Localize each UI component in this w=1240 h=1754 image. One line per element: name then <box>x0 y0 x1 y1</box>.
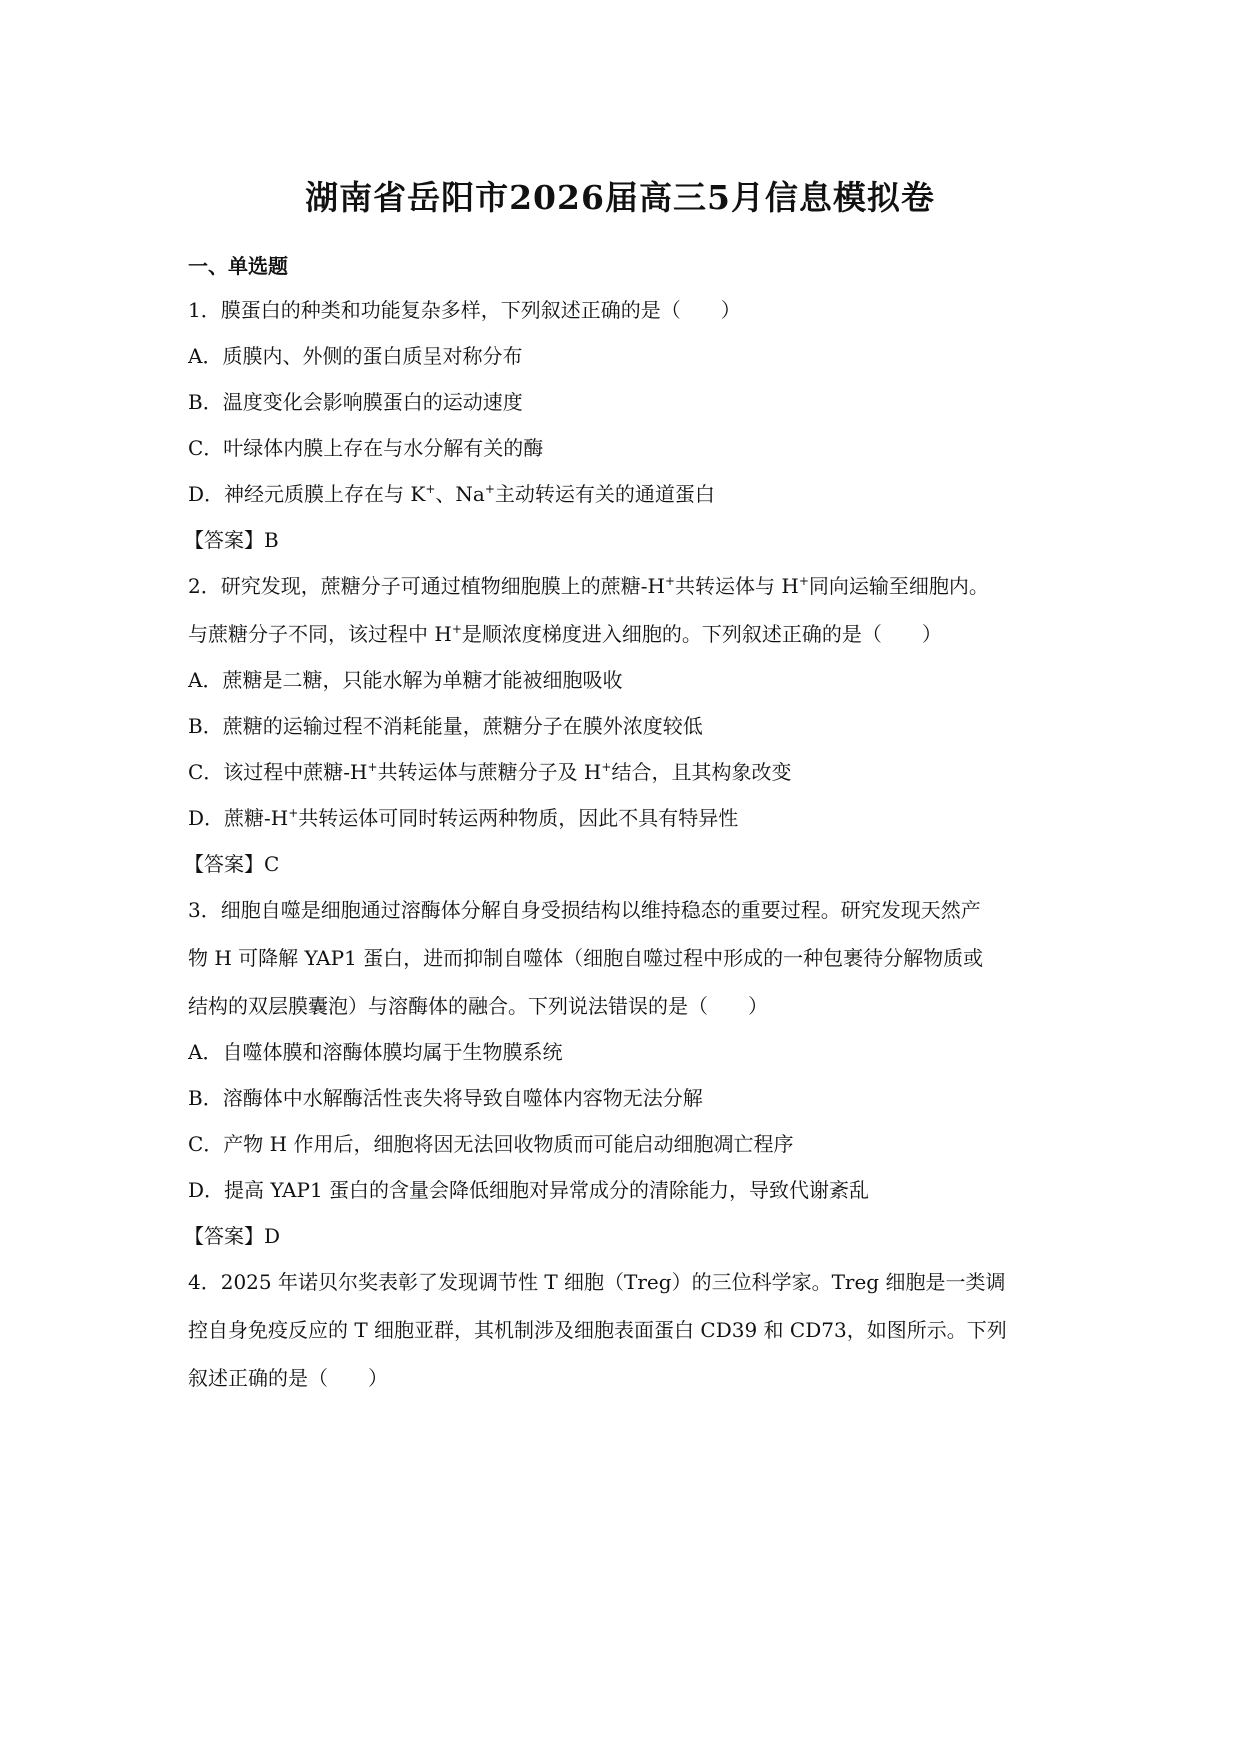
question-2-stem-line-2 <box>188 620 942 648</box>
text-segment: 共转运体与蔗糖分子及 H <box>377 760 602 784</box>
question-1-option-b: B．温度变化会影响膜蛋白的运动速度 <box>188 390 523 414</box>
superscript: + <box>367 760 378 774</box>
question-2-option-b: B．蔗糖的运输过程不消耗能量，蔗糖分子在膜外浓度较低 <box>188 714 703 738</box>
text-segment: D．蔗糖-H <box>188 806 289 830</box>
superscript: + <box>288 806 299 820</box>
text-segment: D．神经元质膜上存在与 K <box>188 482 426 506</box>
question-1-option-a: A．质膜内、外侧的蛋白质呈对称分布 <box>188 344 523 368</box>
question-3-stem-line-3: 结构的双层膜囊泡）与溶酶体的融合。下列说法错误的是（ ） <box>188 994 768 1018</box>
text-segment: 同向运输至细胞内。 <box>808 574 989 598</box>
text-segment: 2．研究发现，蔗糖分子可通过植物细胞膜上的蔗糖-H <box>188 574 665 598</box>
question-2-answer: 【答案】C <box>184 852 280 876</box>
superscript: + <box>664 574 675 588</box>
text-segment: 共转运体可同时转运两种物质，因此不具有特异性 <box>298 806 739 830</box>
question-2-option-a: A．蔗糖是二糖，只能水解为单糖才能被细胞吸收 <box>188 668 623 692</box>
superscript: + <box>798 574 809 588</box>
superscript: + <box>425 482 436 496</box>
question-1-option-c: C．叶绿体内膜上存在与水分解有关的酶 <box>188 436 544 460</box>
question-3-option-a: A．自噬体膜和溶酶体膜均属于生物膜系统 <box>188 1040 563 1064</box>
question-4-stem-line-2: 控自身免疫反应的 T 细胞亚群，其机制涉及细胞表面蛋白 CD39 和 CD73，如图所示。下列 <box>188 1318 1007 1342</box>
superscript: + <box>484 482 495 496</box>
question-1-stem: 1．膜蛋白的种类和功能复杂多样，下列叙述正确的是（ ） <box>188 298 741 322</box>
question-4-stem-line-3: 叙述正确的是（ ） <box>188 1366 388 1390</box>
text-segment: 与蔗糖分子不同，该过程中 H <box>188 622 452 646</box>
question-3-stem-line-2: 物 H 可降解 YAP1 蛋白，进而抑制自噬体（细胞自噬过程中形成的一种包裹待分解物质或 <box>188 946 984 970</box>
question-3-stem-line-1: 3．细胞自噬是细胞通过溶酶体分解自身受损结构以维持稳态的重要过程。研究发现天然产 <box>188 898 981 922</box>
section-heading: 一、单选题 <box>188 254 288 278</box>
text-segment: 、Na <box>435 482 485 506</box>
question-2-option-c <box>188 758 791 786</box>
superscript: + <box>601 760 612 774</box>
question-2-stem-line-1 <box>188 572 989 600</box>
text-segment: 结合，且其构象改变 <box>611 760 792 784</box>
superscript: + <box>451 622 462 636</box>
question-2-option-d <box>188 804 738 832</box>
page-title: 湖南省岳阳市2026届高三5月信息模拟卷 <box>305 178 935 217</box>
question-4-stem-line-1: 4．2025 年诺贝尔奖表彰了发现调节性 T 细胞（Treg）的三位科学家。Treg 细胞是一类调 <box>188 1270 1006 1294</box>
text-segment: C．该过程中蔗糖-H <box>188 760 368 784</box>
text-segment: 主动转运有关的通道蛋白 <box>494 482 715 506</box>
question-1-option-d <box>188 480 715 508</box>
question-3-option-c: C．产物 H 作用后，细胞将因无法回收物质而可能启动细胞凋亡程序 <box>188 1132 794 1156</box>
question-3-option-b: B．溶酶体中水解酶活性丧失将导致自噬体内容物无法分解 <box>188 1086 703 1110</box>
question-3-answer: 【答案】D <box>184 1224 281 1248</box>
question-1-answer: 【答案】B <box>184 528 279 552</box>
text-segment: 共转运体与 H <box>675 574 799 598</box>
question-3-option-d: D．提高 YAP1 蛋白的含量会降低细胞对异常成分的清除能力，导致代谢紊乱 <box>188 1178 870 1202</box>
text-segment: 是顺浓度梯度进入细胞的。下列叙述正确的是（ ） <box>461 622 942 646</box>
